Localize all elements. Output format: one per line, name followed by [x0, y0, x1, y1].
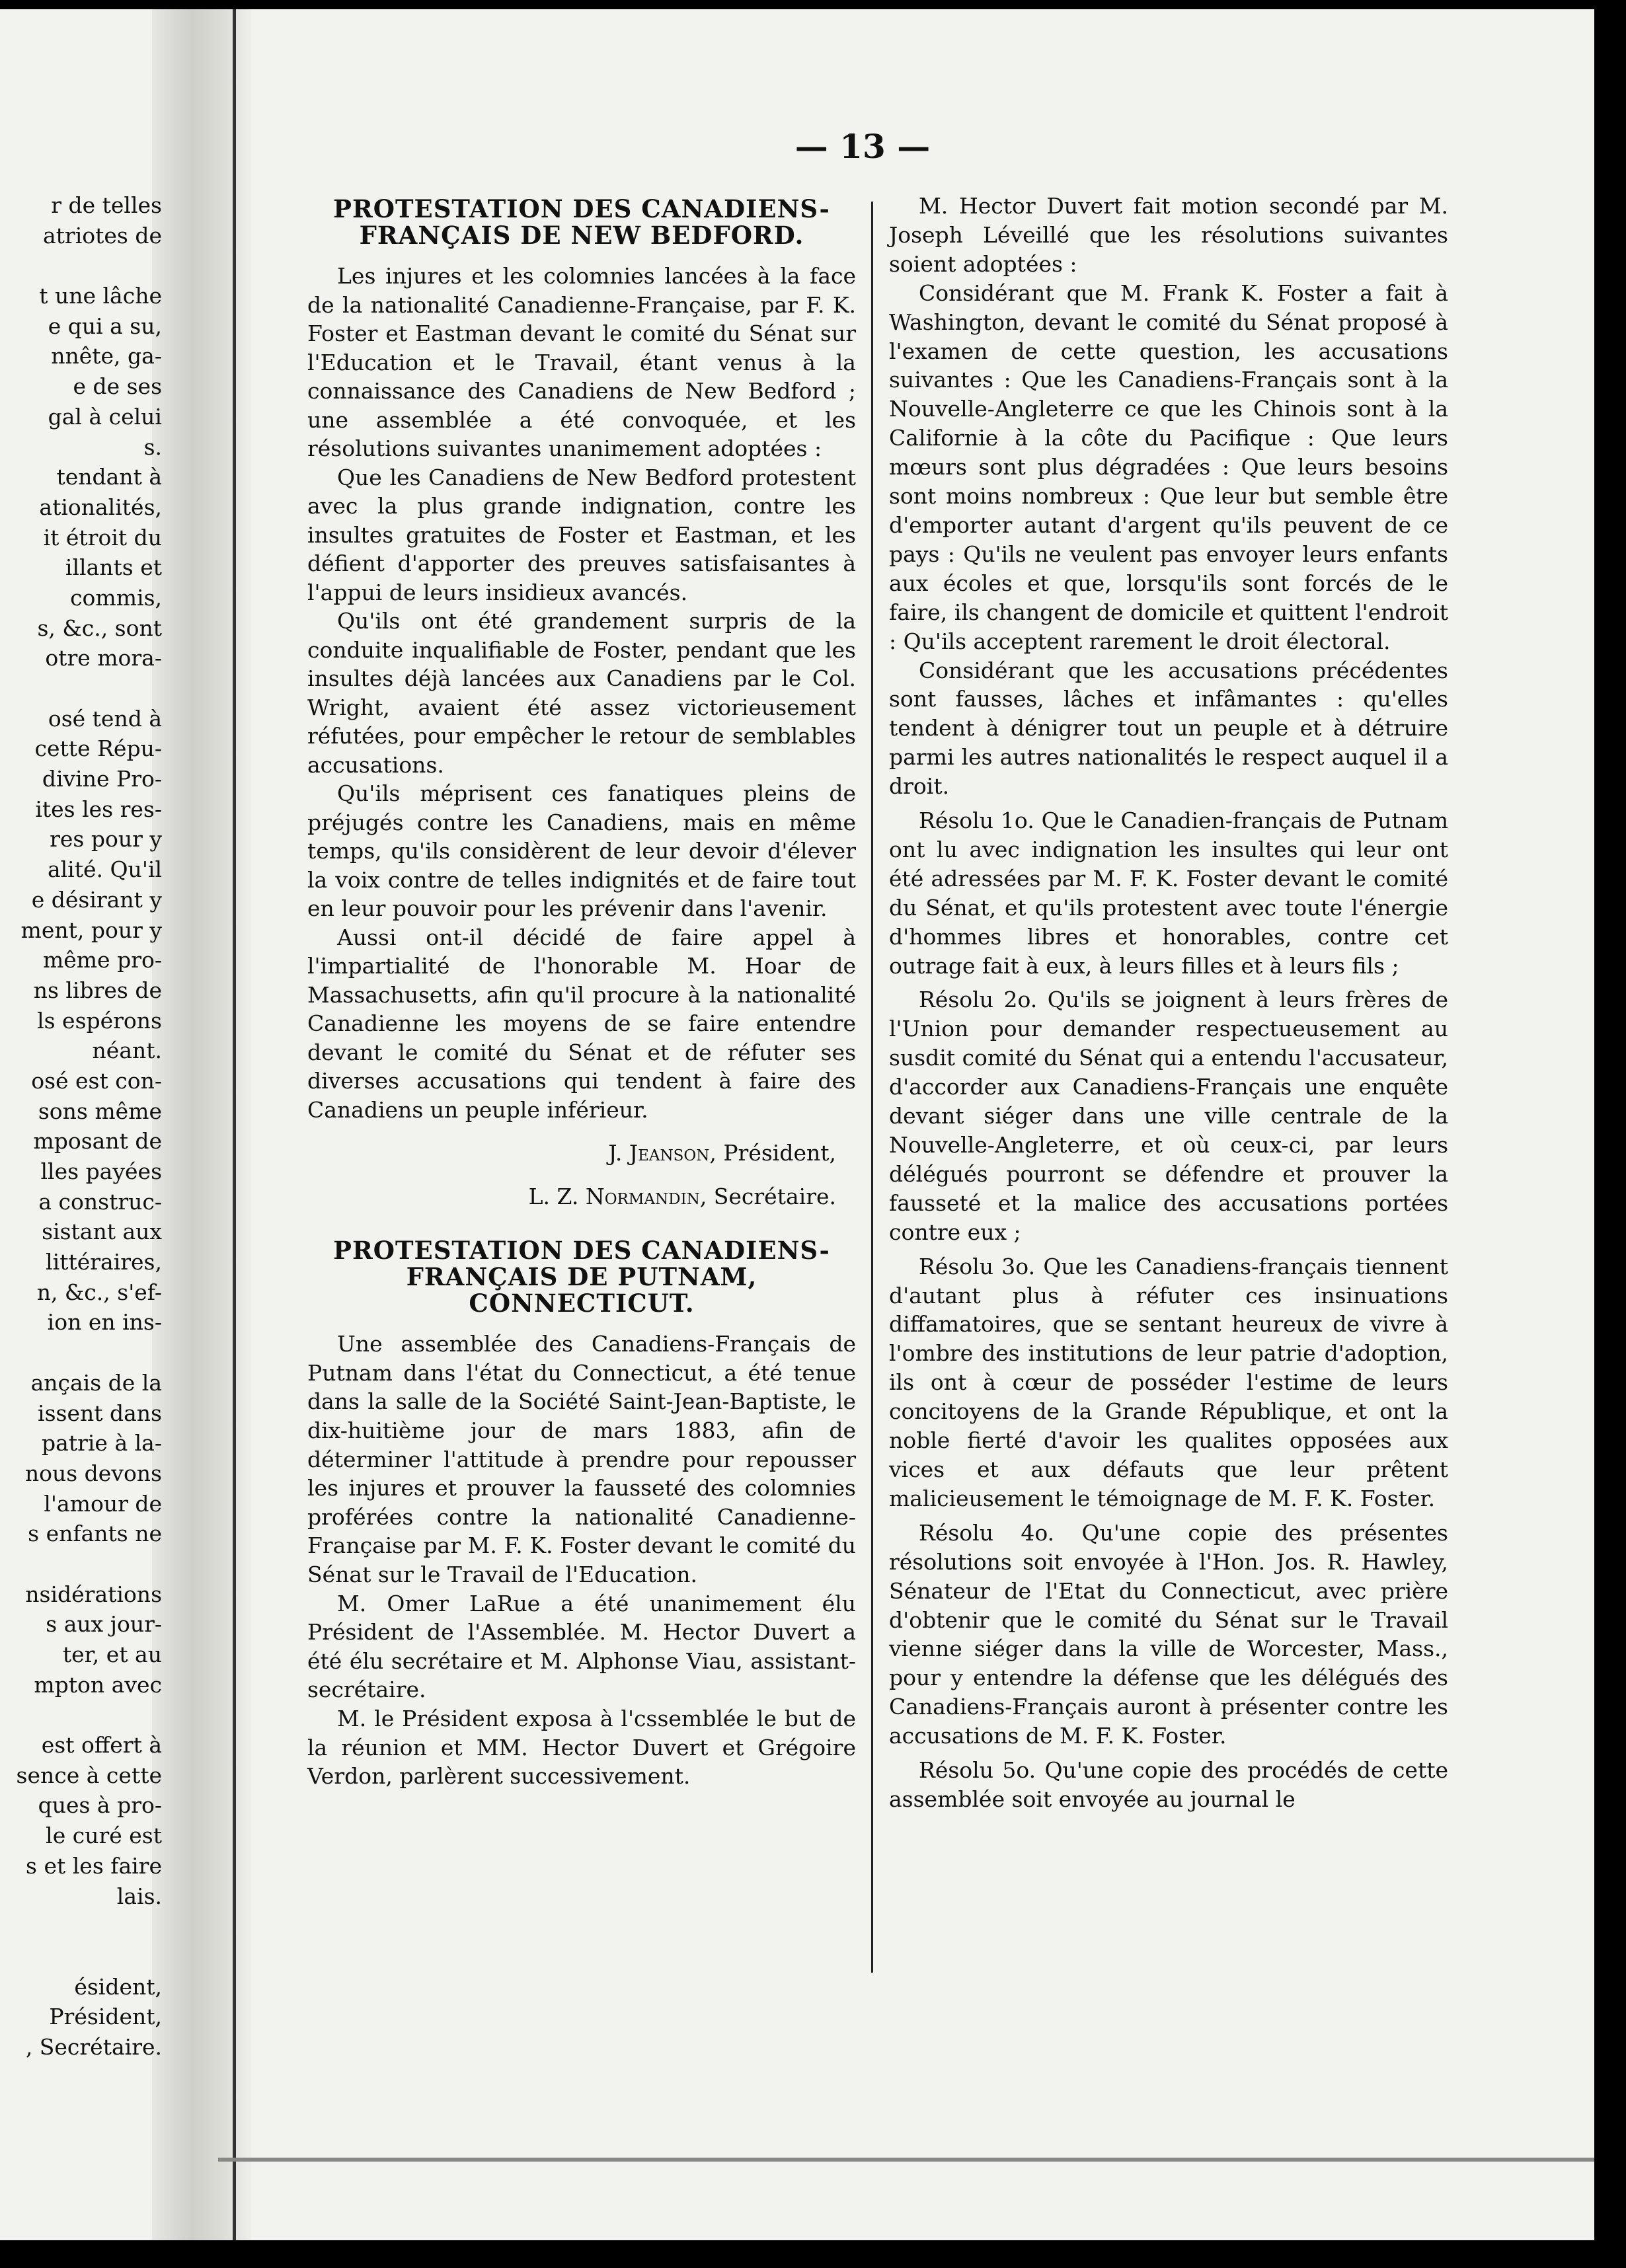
fragment-line: s enfants ne — [28, 1521, 162, 1547]
page-number: — 13 — — [794, 127, 931, 166]
paragraph: Considérant que M. Frank K. Foster a fait à Washington, devant le comité du Sénat proposé à l'examen de cette question, les accusations suivantes : Que les Canadiens-Français sont à la Nouvelle-Angleterre ce que les Chinois sont à la Californie à la côte du Pacifique : Que leurs mœurs sont plus dégradées : Que leurs besoins sont moins nombreux : Que leur but semble être d'emporter autant d'argent qu'ils peuvent de ce pays : Qu'ils ne veulent pas envoyer leurs enfants aux écoles et que, lorsqu'ils sont forcés de le faire, ils changent de domicile et quittent l'endroit : Qu'ils acceptent rarement le droit électoral. — [889, 280, 1448, 654]
fragment-line: n, &c., s'ef- — [36, 1279, 162, 1305]
fragment-line: nous devons — [24, 1460, 162, 1486]
fragment-line: it étroit du — [43, 524, 162, 550]
fragment-line: s, &c., sont — [37, 615, 162, 641]
signature-name: Normandin — [585, 1183, 700, 1209]
fragment-line: patrie à la- — [42, 1430, 162, 1456]
fragment-line: sistant aux — [42, 1219, 162, 1245]
fragment-line: ns libres de — [33, 977, 162, 1003]
fragment-line: s et les faire — [26, 1852, 162, 1879]
fragment-line: ques à pro- — [38, 1792, 162, 1819]
article-heading-putnam: PROTESTATION DES CANADIENS-FRANÇAIS DE PUTNAM, CONNECTICUT. — [333, 1236, 830, 1318]
fragment-line: l'amour de — [44, 1490, 162, 1517]
fragment-line: tendant à — [56, 464, 162, 490]
fragment-line: mpton avec — [34, 1671, 162, 1698]
fragment-line: ion en ins- — [47, 1309, 162, 1336]
fragment-line — [0, 1700, 162, 1730]
paragraph: Considérant que les accusations précédentes sont fausses, lâches et infâmantes : qu'elles tendent à dénigrer tout un peuple et à détruire parmi les autres nationalités le respect auquel il a droit. — [889, 657, 1448, 800]
fragment-line: ls espérons — [37, 1007, 162, 1034]
signature-initials: L. Z. — [528, 1183, 586, 1209]
fragment-line: néant. — [92, 1038, 162, 1064]
fragment-line: r de telles — [51, 192, 162, 218]
fragment-line: littéraires, — [46, 1249, 162, 1275]
column-rule — [871, 202, 873, 1973]
fragment-line: s aux jour- — [46, 1611, 162, 1638]
scan-border-right — [1594, 0, 1626, 2268]
article-heading-new-bedford: PROTESTATION DES CANADIENS-FRANÇAIS DE NEW BEDFORD. — [333, 194, 830, 250]
fragment-line: ationalités, — [39, 494, 162, 520]
signature-name: Jeanson — [629, 1140, 710, 1166]
fragment-line: le curé est — [46, 1823, 162, 1849]
paragraph: Les injures et les colomnies lancées à la face de la nationalité Canadienne-Française, par F. K. Foster et Eastman devant le comité du Sénat sur l'Education et le Travail, étant venus à la connaissance des Canadiens de New Bedford ; une assemblée a été convoquée, et les résolutions suivantes unanimement adoptées : — [307, 263, 856, 461]
fragment-line: mposant de — [33, 1128, 162, 1154]
fragment-line: cette Répu- — [34, 736, 162, 762]
fragment-line: a construc- — [38, 1188, 162, 1215]
fragment-line: ment, pour y — [20, 917, 162, 943]
fragment-line: ésident, — [74, 1973, 162, 2000]
scan-border-bottom — [0, 2240, 1626, 2268]
fragment-line: osé tend à — [48, 705, 162, 732]
page-fold-line — [233, 0, 236, 2240]
signature-title: , Président, — [709, 1140, 836, 1166]
resolution-1: Résolu 1o. Que le Canadien-français de Putnam ont lu avec indignation les insultes qui leur ont été adressées par M. F. K. Foster devant le comité du Sénat, et qu'ils protestent avec toute l'énergie d'hommes libres et honorables, contre cet outrage fait à eux, à leurs filles et à leurs fils ; — [889, 808, 1448, 979]
paragraph: M. Hector Duvert fait motion secondé par M. Joseph Léveillé que les résolutions suivantes soient adoptées : — [889, 193, 1448, 277]
fragment-line: est offert à — [41, 1732, 162, 1758]
fragment-line: sons même — [38, 1098, 162, 1124]
fragment-line: commis, — [70, 584, 162, 611]
fragment-line: , Secrétaire. — [25, 2033, 162, 2060]
fragment-line — [0, 1549, 162, 1579]
resolution-3: Résolu 3o. Que les Canadiens-français tiennent d'autant plus à réfuter ces insinuations diffamatoires, que se sentant heureux de vivre à l'ombre des institutions de leur patrie d'adoption, ils ont à cœur de posséder l'estime de leurs concitoyens de la Grande République, et ont la noble fierté d'avoir les qualites opposées aux vices et aux défauts que leur prêtent malicieusement le témoignage de M. F. K. Foster. — [889, 1253, 1448, 1511]
fragment-line — [0, 1911, 162, 1942]
column-right — [889, 192, 1448, 1814]
fragment-line: Président, — [49, 2004, 162, 2030]
fragment-line: lais. — [116, 1883, 162, 1909]
resolution-2: Résolu 2o. Qu'ils se joignent à leurs frères de l'Union pour demander respectueusement au susdit comité du Sénat qui a entendu l'accusateur, d'accorder aux Canadiens-Français une enquête devant siéger dans une ville centrale de la Nouvelle-Angleterre, et où ceux-ci, par leurs délégués pourront se défendre et prouver la fausseté et la malice des accusations portées contre eux ; — [889, 987, 1448, 1245]
fragment-line: osé est con- — [31, 1067, 162, 1094]
fragment-line — [0, 1338, 162, 1368]
fragment-line: ites les res- — [35, 796, 162, 822]
fragment-line: ter, et au — [62, 1642, 162, 1667]
fragment-line — [0, 673, 162, 704]
signature-initials: J. — [608, 1140, 629, 1166]
fragment-line: s. — [143, 434, 162, 460]
paragraph: Une assemblée des Canadiens-Français de Putnam dans l'état du Connecticut, a été tenue dans la salle de la Société Saint-Jean-Baptiste, le dix-huitième jour de mars 1883, afin de déterminer l'attitude à prendre pour repousser les injures et prouver la fausseté des colomnies proférées contre la nationalité Canadienne-Française par M. F. K. Foster devant le comité du Sénat sur le Travail de l'Education. — [307, 1331, 856, 1587]
article-body-putnam — [307, 1330, 856, 1791]
previous-page-fragment — [0, 190, 162, 2062]
paragraph: M. le Président exposa à l'cssemblée le but de la réunion et MM. Hector Duvert et Grégoire Verdon, parlèrent successivement. — [307, 1705, 856, 1790]
page-bottom-edge — [218, 2158, 1594, 2162]
fragment-line: divine Pro- — [42, 766, 162, 792]
fragment-line: ançais de la — [30, 1369, 162, 1396]
fragment-line: e qui a su, — [48, 313, 162, 339]
fragment-line: atriotes de — [42, 222, 162, 248]
article-body-new-bedford — [307, 262, 856, 1124]
paragraph: Aussi ont-il décidé de faire appel à l'impartialité de l'honorable M. Hoar de Massachusetts, afin qu'il procure à la nationalité Canadienne les moyens de se faire entendre devant le comité du Sénat et de réfuter ses diverses accusations qui tendent à faire des Canadiens un peuple inférieur. — [307, 924, 856, 1123]
fragment-line: illants et — [65, 554, 162, 581]
column-left — [307, 196, 856, 1791]
page-fold-shadow — [152, 0, 251, 2240]
fragment-line: gal à celui — [48, 403, 162, 430]
fragment-line: même pro- — [42, 947, 162, 973]
fragment-line: alité. Qu'il — [47, 856, 162, 883]
scan-border-top — [0, 0, 1626, 9]
fragment-line: nsidérations — [25, 1581, 162, 1607]
fragment-line — [0, 250, 162, 281]
resolution-4: Résolu 4o. Qu'une copie des présentes résolutions soit envoyée à l'Hon. Jos. R. Hawley, Sénateur de l'Etat du Connecticut, avec prière d'obtenir que le comité du Sénat sur le Travail vienne siéger dans la ville de Worcester, Mass., pour y entendre la défense que les délégués des Canadiens-Français auront à présenter contre les accusations de M. F. K. Foster. — [889, 1519, 1448, 1749]
fragment-line: issent dans — [38, 1400, 162, 1426]
signature-title: , Secrétaire. — [699, 1183, 836, 1209]
fragment-line: sence à cette — [16, 1762, 162, 1788]
fragment-line: nnête, ga- — [51, 343, 162, 369]
signature-secretary — [307, 1182, 836, 1211]
fragment-line — [0, 1942, 162, 1972]
paragraph: Qu'ils ont été grandement surpris de la conduite inqualifiable de Foster, pendant que les insultes déjà lancées aux Canadiens par le Col. Wright, avaient été assez victorieusement réfutées, pour empêcher le retour de semblables accusations. — [307, 608, 856, 778]
fragment-line: e désirant y — [31, 886, 162, 913]
paragraph: Qu'ils méprisent ces fanatiques pleins de préjugés contre les Canadiens, mais en même temps, qu'ils considèrent de leur devoir d'élever la voix contre de telles indignités et de faire tout en leur pouvoir pour les prévenir dans l'avenir. — [307, 780, 856, 921]
fragment-line: lles payées — [40, 1158, 162, 1184]
paragraph: Que les Canadiens de New Bedford protestent avec la plus grande indignation, contre les insultes gratuites de Foster et Eastman, et les défient d'apporter des preuves satisfaisantes à l'appui de leurs insidieux avancés. — [307, 464, 856, 605]
signature-president — [307, 1139, 836, 1168]
resolution-5: Résolu 5o. Qu'une copie des procédés de cette assemblée soit envoyée au journal le — [889, 1757, 1448, 1812]
paragraph: M. Omer LaRue a été unanimement élu Président de l'Assemblée. M. Hector Duvert a été élu secrétaire et M. Alphonse Viau, assistant-secrétaire. — [307, 1590, 856, 1703]
fragment-line: otre mora- — [45, 645, 162, 671]
fragment-line: t une lâche — [39, 283, 162, 309]
fragment-line: e de ses — [73, 373, 162, 400]
fragment-line: res pour y — [50, 826, 162, 852]
